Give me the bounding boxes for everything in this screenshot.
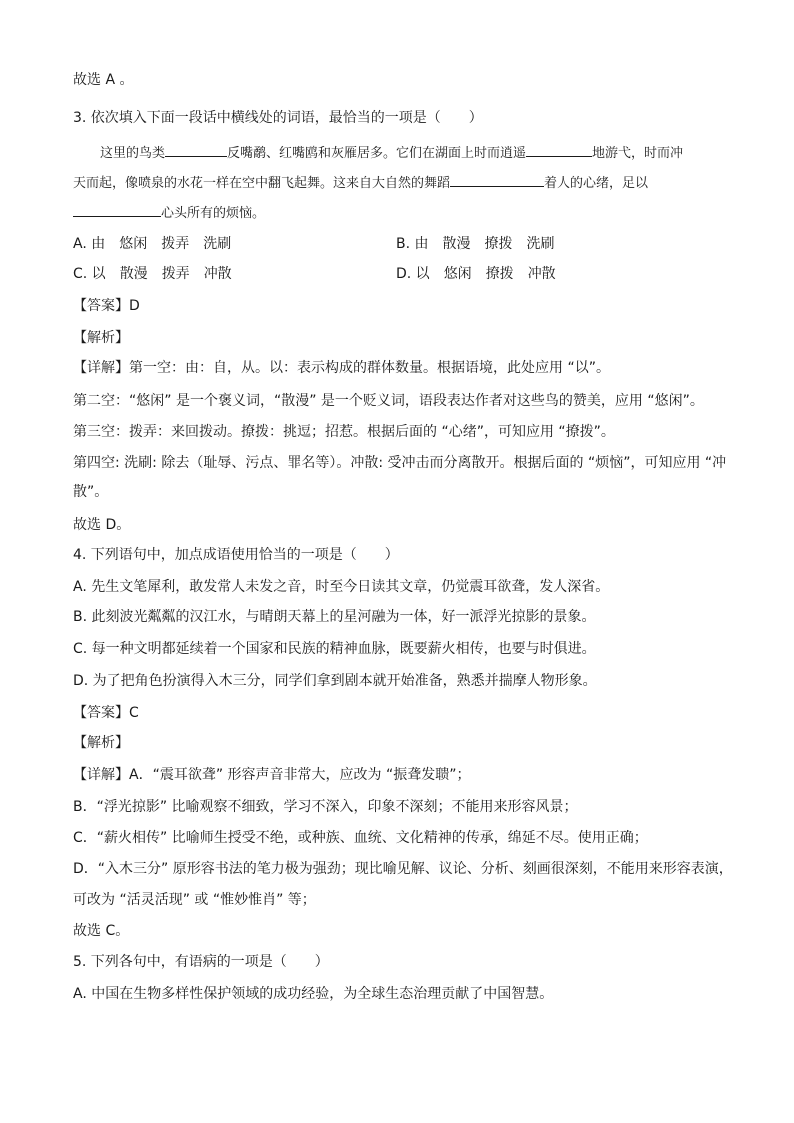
q3-conclusion: 故选 D。 bbox=[73, 517, 131, 533]
q3-answer: 【答案】D bbox=[73, 298, 140, 314]
option-word: 洗刷 bbox=[526, 236, 555, 252]
q3-detail-line: 【详解】第一空：由：自，从。以：表示构成的群体数量。根据语境，此处应用 “以”。 bbox=[73, 360, 610, 376]
option-word: 散漫 bbox=[119, 266, 148, 282]
passage-text: 天而起，像喷泉的水花一样在空中翻飞起舞。这来自大自然的舞蹈 bbox=[73, 176, 451, 191]
question-4-stem: 4. 下列语句中，加点成语使用恰当的一项是（ ） bbox=[73, 547, 399, 563]
q3-detail-line: 散”。 bbox=[73, 484, 109, 500]
q3-passage-line-3 bbox=[73, 202, 265, 224]
question-5-stem: 5. 下列各句中，有语病的一项是（ ） bbox=[73, 954, 329, 970]
question-3-stem: 3. 依次填入下面一段话中横线处的词语，最恰当的一项是（ ） bbox=[73, 110, 483, 126]
option-word: 拨弄 bbox=[161, 266, 190, 282]
q4-detail-line: 【详解】A．“震耳欲聋” 形容声音非常大，应改为 “振聋发聩”； bbox=[73, 767, 471, 783]
passage-text: 着人的心绪，足以 bbox=[544, 176, 649, 191]
q4-detail-line: D．“入木三分” 原形容书法的笔力极为强劲；现比喻见解、议论、分析、刻画很深刻，不能用来形容表演， bbox=[73, 861, 733, 877]
option-word: 撩拨 bbox=[484, 236, 513, 252]
q3-option-a bbox=[73, 234, 245, 254]
q4-detail-line: B．“浮光掠影” 比喻观察不细致，学习不深入，印象不深刻；不能用来形容风景； bbox=[73, 799, 578, 815]
option-letter: C. 以 bbox=[73, 266, 106, 282]
q4-answer: 【答案】C bbox=[73, 705, 139, 721]
passage-text: 心头所有的烦恼。 bbox=[161, 206, 266, 221]
option-word: 散漫 bbox=[442, 236, 471, 252]
q3-passage-line-2 bbox=[73, 172, 648, 194]
blank-1[interactable] bbox=[165, 142, 227, 157]
blank-3[interactable] bbox=[450, 172, 544, 187]
q4-option-b: B. 此刻波光粼粼的汉江水，与晴朗天幕上的星河融为一体，好一派浮光掠影的景象。 bbox=[73, 609, 596, 625]
blank-4[interactable] bbox=[73, 202, 161, 217]
q3-detail-line: 第四空: 洗刷: 除去（耻辱、污点、罪名等）。冲散: 受冲击而分离散开。根据后面的 “烦恼”，可知应用 “冲 bbox=[73, 455, 727, 471]
q4-detail-line: C．“薪火相传” 比喻师生授受不绝，或种族、血统、文化精神的传承，绵延不尽。使用正确； bbox=[73, 830, 648, 846]
q4-conclusion: 故选 C。 bbox=[73, 923, 130, 939]
q3-analysis-heading: 【解析】 bbox=[73, 330, 129, 346]
q4-option-c: C. 每一种文明都延续着一个国家和民族的精神血脉，既要薪火相传，也要与时俱进。 bbox=[73, 641, 596, 657]
q5-option-a: A. 中国在生物多样性保护领域的成功经验，为全球生态治理贡献了中国智慧。 bbox=[73, 986, 554, 1002]
passage-text: 这里的鸟类 bbox=[100, 146, 166, 161]
q3-option-c bbox=[73, 264, 246, 284]
option-word: 冲散 bbox=[203, 266, 232, 282]
option-word: 撩拨 bbox=[485, 266, 514, 282]
option-letter: A. 由 bbox=[73, 236, 106, 252]
q3-passage-line-1 bbox=[100, 142, 683, 164]
passage-text: 反嘴鹬、红嘴鸥和灰雁居多。它们在湖面上时而逍遥 bbox=[227, 146, 527, 161]
q3-detail-line: 第二空：“悠闲” 是一个褒义词，“散漫” 是一个贬义词，语段表达作者对这些鸟的赞美，应用 “悠闲”。 bbox=[73, 393, 704, 409]
q3-option-d bbox=[396, 264, 570, 284]
option-letter: D. 以 bbox=[396, 266, 430, 282]
q4-option-d: D. 为了把角色扮演得入木三分，同学们拿到剧本就开始准备，熟悉并揣摩人物形象。 bbox=[73, 673, 597, 689]
option-word: 悠闲 bbox=[119, 236, 148, 252]
option-word: 拨弄 bbox=[161, 236, 190, 252]
q4-detail-line: 可改为 “活灵活现” 或 “惟妙惟肖” 等； bbox=[73, 892, 316, 908]
blank-2[interactable] bbox=[526, 142, 592, 157]
option-letter: B. 由 bbox=[396, 236, 429, 252]
q3-detail-line: 第三空：拨弄：来回拨动。撩拨：挑逗；招惹。根据后面的 “心绪”，可知应用 “撩拨”。 bbox=[73, 424, 615, 440]
option-word: 悠闲 bbox=[443, 266, 472, 282]
option-word: 冲散 bbox=[527, 266, 556, 282]
q4-analysis-heading: 【解析】 bbox=[73, 735, 129, 751]
conclusion-q2: 故选 A 。 bbox=[73, 72, 134, 88]
q3-option-b bbox=[396, 234, 569, 254]
option-word: 洗刷 bbox=[203, 236, 232, 252]
passage-text: 地游弋，时而冲 bbox=[592, 146, 684, 161]
q4-option-a: A. 先生文笔犀利，敢发常人未发之音，时至今日读其文章，仍觉震耳欲聋，发人深省。 bbox=[73, 579, 610, 595]
